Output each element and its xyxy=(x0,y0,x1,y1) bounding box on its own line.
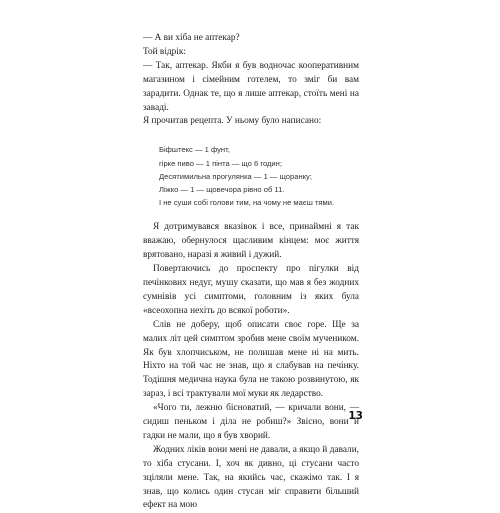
paragraph: Я дотримувався вказівок і все, принаймні я так вважаю, обернулося щасливим кінцем: моє життя врятовано, наразі я живий і дужий. xyxy=(143,222,359,261)
page-number: 13 xyxy=(348,410,363,422)
page-text xyxy=(143,32,359,513)
dialogue-line: Той відрік: xyxy=(143,46,186,57)
paragraph: Я прочитав рецепта. У ньому було написано: xyxy=(143,116,322,127)
recipe-line: Біфштекс — 1 фунт, xyxy=(159,145,230,155)
dialogue-line: — Так, аптекар. Якби я був водночас кооперативним магазином і сімейним готелем, то зміг би вам зарадити. Однак те, що я лише аптекар, стоїть мені на заваді. xyxy=(143,60,359,113)
recipe-block xyxy=(159,143,359,209)
recipe-line: І не суши собі голови тим, на чому не маєш тями. xyxy=(159,198,335,208)
paragraph: «Чого ти, лежню бісноватий, — кричали вони, — сидиш пеньком і діла не робиш?» Звісно, вони й гадки не мали, що я був хворий. xyxy=(143,403,359,441)
paragraph: Слів не доберу, щоб описати своє горе. Ще за малих літ цей симптом зробив мене своїм мучеником. Як був хлопчиськом, не полишав мене ні на мить. Ніхто на той час не знав, що я слабував на печінку. Тодішня медична наука була не такою розвинутою, як зараз, і всі трактували мої муки як ледарство. xyxy=(143,319,359,400)
recipe-line: гірке пиво — 1 пінта — що 6 годин; xyxy=(159,158,282,168)
paragraph: Жодних ліків вони мені не давали, а якщо й давали, то хіба стусани. І, хоч як дивно, ці стусани часто зціляли мене. Так, на якийсь час, скажімо так. І я знав, що колись один стусан міг справити більший ефект на мою xyxy=(143,444,359,511)
dialogue-line: — А ви хіба не аптекар? xyxy=(143,33,240,43)
recipe-line: Десятимильна прогулянка — 1 — щоранку; xyxy=(159,171,312,181)
recipe-line: Ліжко — 1 — щовечора рівно об 11. xyxy=(159,184,285,194)
paragraph: Повертаючись до проспекту про пігулки від печінкових недуг, мушу сказати, що мав я без жодних сумнівів усі симптоми, головним із яких була «всеохопна нехіть до всякої роботи». xyxy=(143,264,359,316)
